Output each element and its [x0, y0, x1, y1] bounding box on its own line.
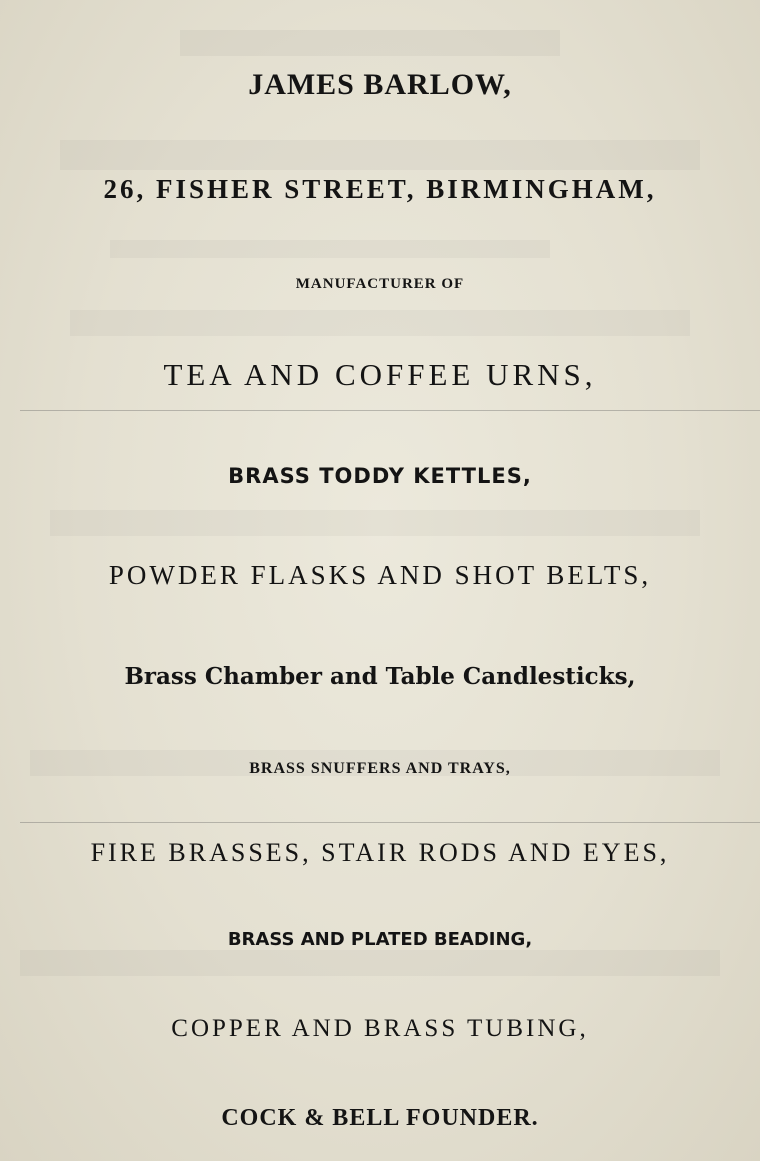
show-through-rule	[20, 822, 760, 823]
advertiser-address: 26, FISHER STREET, BIRMINGHAM,	[103, 174, 657, 204]
product-candlesticks: Brass Chamber and Table Candlesticks,	[124, 663, 636, 690]
product-plated-beading: BRASS AND PLATED BEADING,	[227, 929, 533, 950]
product-copper-brass-tubing: COPPER AND BRASS TUBING,	[171, 1015, 589, 1042]
product-fire-brasses: FIRE BRASSES, STAIR RODS AND EYES,	[90, 838, 670, 867]
product-tea-coffee-urns: TEA AND COFFEE URNS,	[163, 357, 597, 392]
product-cock-bell-founder: COCK & BELL FOUNDER.	[221, 1105, 539, 1131]
show-through-rule	[20, 410, 760, 411]
product-snuffers-trays: BRASS SNUFFERS AND TRAYS,	[249, 760, 511, 777]
product-powder-flasks: POWDER FLASKS AND SHOT BELTS,	[108, 560, 652, 590]
advertiser-name: JAMES BARLOW,	[248, 68, 512, 101]
manufacturer-of-label: MANUFACTURER OF	[295, 276, 465, 292]
product-brass-toddy-kettles: BRASS TODDY KETTLES,	[228, 464, 532, 488]
